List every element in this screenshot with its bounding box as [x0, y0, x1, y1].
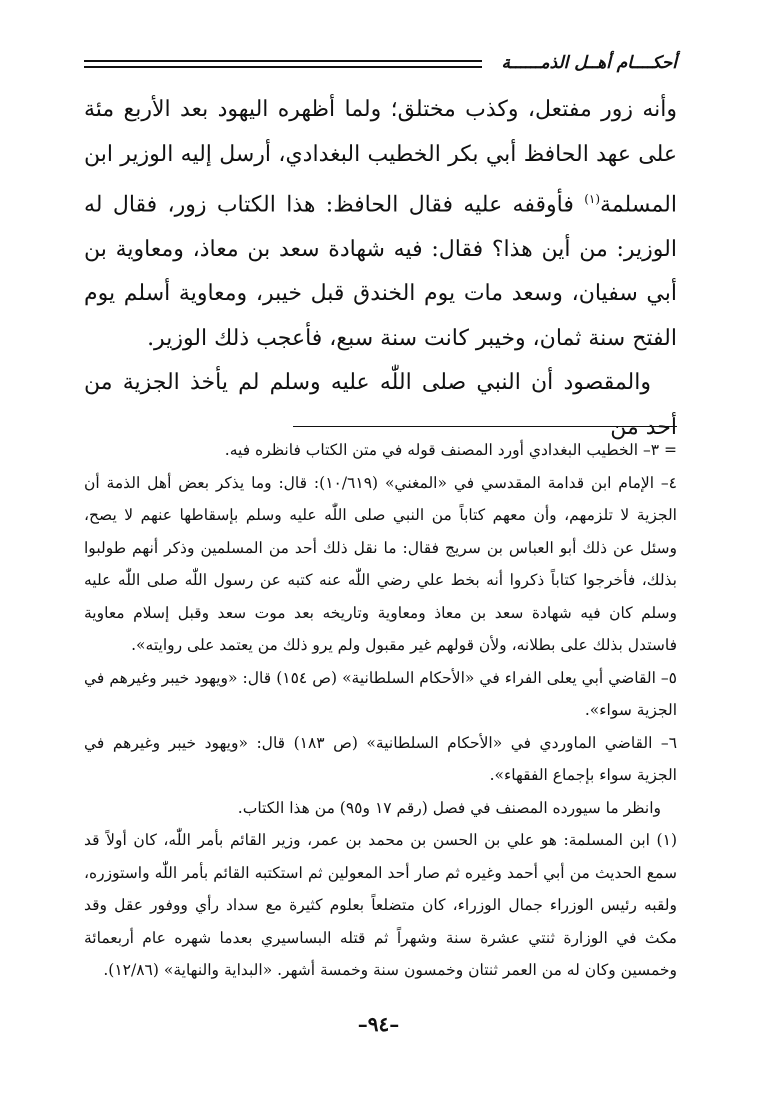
footnote-item: ٦– القاضي الماوردي في «الأحكام السلطانية» (ص ١٨٣) قال: «ويهود خيبر وغيرهم في الجزية سواء بإجماع الفقهاء».: [84, 733, 678, 784]
body-paragraph-1: [84, 88, 677, 361]
footnote-item: ٤– الإمام ابن قدامة المقدسي في «المغني» (١٠/٦١٩): قال: وما يذكر بعض أهل الذمة أن الجزية لا تلزمهم، وأن معهم كتاباً من النبي صلى اللّٰه عليه وسلم بإسقاطها عنهم لا يصح، وسئل عن ذلك أبو العباس بن سريج فقال: ما نقل ذلك أحد من المسلمين وذكر أنهم طولبوا بذلك، فأخرجوا كتاباً ذكروا أنه بخط علي رضي اللّٰه عنه كتبه عن رسول اللّٰه صلى اللّٰه عليه وسلم كان فيه شهادة سعد بن معاذ ومعاوية وتاريخه بعد موت سعد وقبل إسلام معاوية فاستدل بذلك على بطلانه، ولأن قولهم غير مقبول ولم يرو ذلك من يعتمد على روايته».: [84, 473, 677, 654]
body-paragraph-1-text: وأنه زور مفتعل، وكذب مختلق؛ ولما أظهره اليهود بعد الأربع مئة على عهد الحافظ أبي بكر الخطيب البغدادي، أرسل إليه الوزير ابن المسلمة: [84, 97, 677, 218]
body-paragraph-1-continued: فأوقفه عليه فقال الحافظ: هذا الكتاب زور، فقال له الوزير: من أين هذا؟ فقال: فيه شهادة سعد بن معاذ، ومعاوية بن أبي سفيان، وسعد مات يوم الخندق قبل خيبر، ومعاوية أسلم يوم الفتح سنة ثمان، وخيبر كانت سنة سبع، فأعجب ذلك الوزير.: [84, 192, 677, 351]
footnote-item: وانظر ما سيورده المصنف في فصل (رقم ١٧ و٩٥) من هذا الكتاب.: [237, 798, 661, 817]
footnote-ref-1: (١): [584, 192, 601, 206]
header-rule-bottom: [84, 66, 482, 68]
footnote-separator: [293, 426, 677, 427]
page-number: –٩٤–: [357, 1012, 400, 1036]
footnote-item: = ٣– الخطيب البغدادي أورد المصنف قوله في متن الكتاب فانظره فيه.: [224, 441, 677, 459]
main-text: [84, 88, 677, 450]
running-header-title: أحكــــام أهــل الذمــــــة: [501, 53, 677, 73]
header-rule-top: [84, 60, 482, 62]
body-paragraph-2: والمقصود أن النبي صلى اللّٰه عليه وسلم لم يأخذ الجزية من أحد من: [84, 370, 677, 440]
footnotes: [84, 434, 677, 987]
footnote-item: ٥– القاضي أبي يعلى الفراء في «الأحكام السلطانية» (ص ١٥٤) قال: «ويهود خيبر وغيرهم في الجزية سواء».: [84, 668, 677, 719]
footnote-item: (١) ابن المسلمة: هو علي بن الحسن بن محمد بن عمر، وزير القائم بأمر اللّٰه، كان أولاً قد سمع الحديث من أبي أحمد وغيره ثم صار أحد المعولين ثم استكتبه القائم بأمر اللّٰه واستوزره، ولقبه رئيس الوزراء جمال الوزراء، كان متضلعاً بعلوم كثيرة مع سداد رأي ووفور عقل وقد مكث في الوزارة ثنتي عشرة سنة وشهراً ثم قتله البساسيري بعدما شهره عام أربعمائة وخمسين وكان له من العمر ثنتان وخمسون سنة وخمسة أشهر. «البداية والنهاية» (١٢/٨٦).: [84, 831, 677, 979]
